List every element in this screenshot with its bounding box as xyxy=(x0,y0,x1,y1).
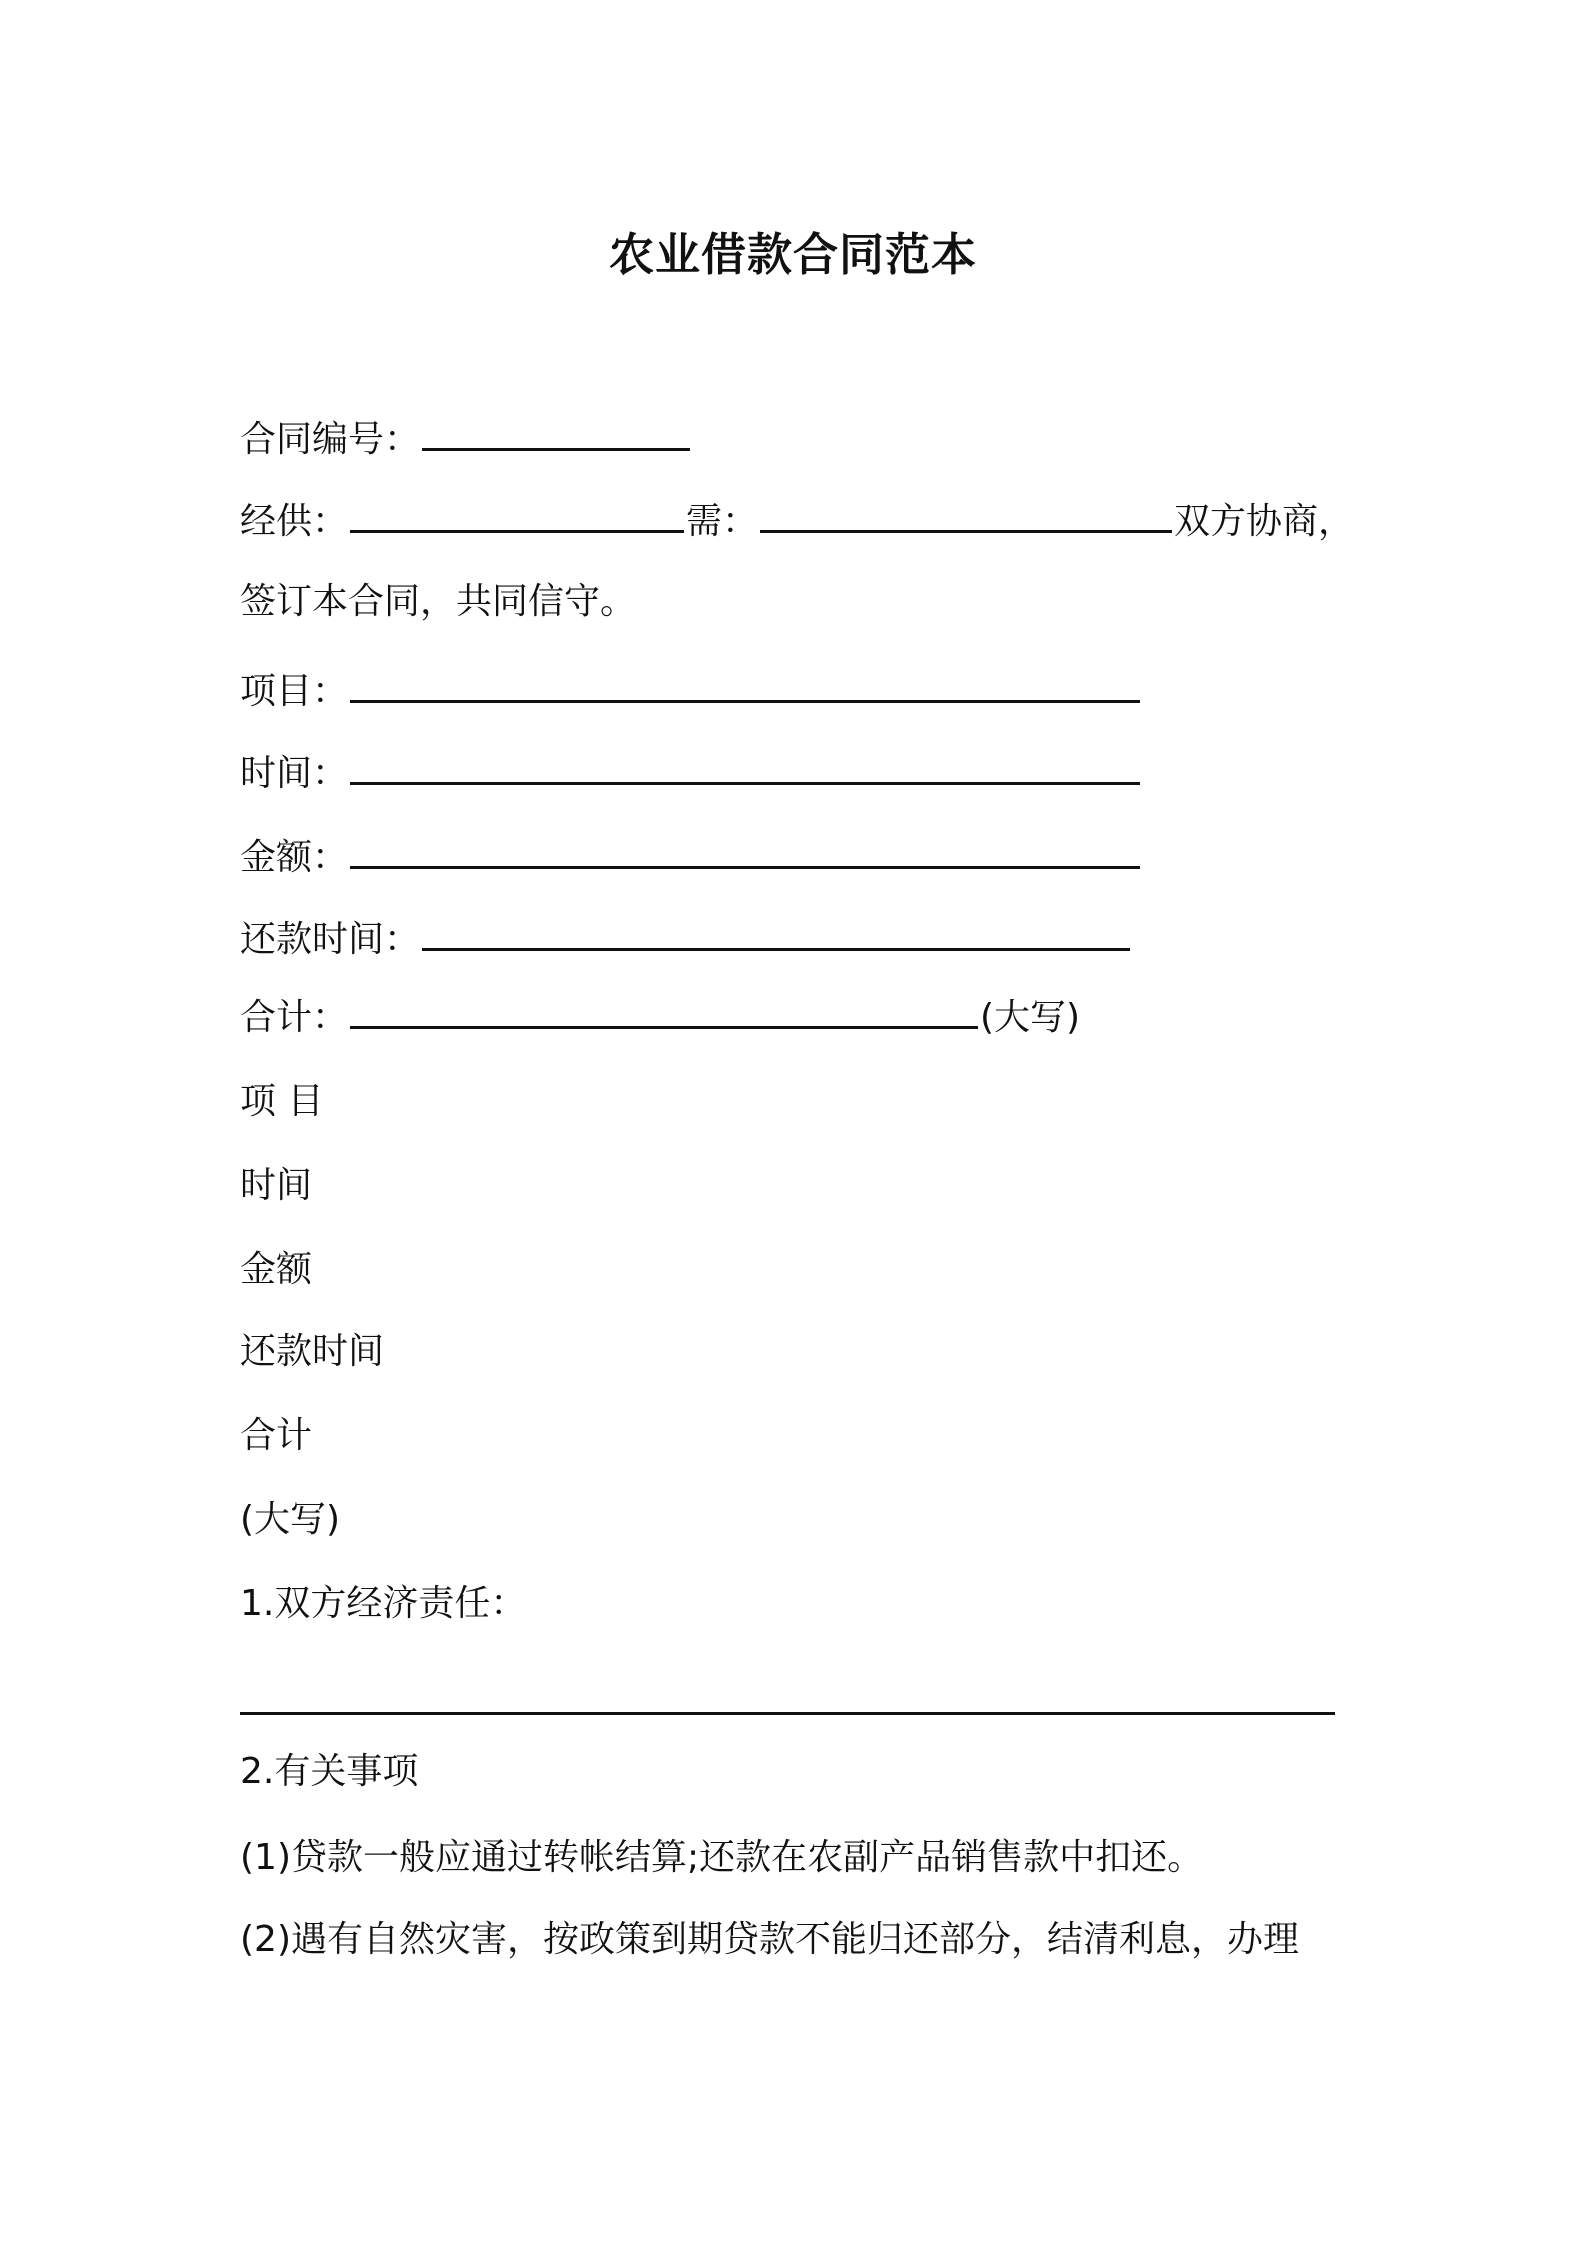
total-suffix: (大写) xyxy=(980,997,1081,1038)
item-blank[interactable] xyxy=(350,664,1140,703)
amount-field-line xyxy=(240,830,1142,884)
table-label-repay-time: 还款时间 xyxy=(240,1331,385,1372)
parties-line-continued: 签订本合同，共同信守。 xyxy=(240,581,637,622)
economic-responsibility-blank[interactable] xyxy=(240,1712,1335,1715)
item-label: 项目： xyxy=(240,671,349,712)
clause-2: (2)遇有自然灾害，按政策到期贷款不能归还部分，结清利息，办理 xyxy=(240,1919,1299,1960)
table-label-item: 项 目 xyxy=(240,1081,324,1122)
repay-time-blank[interactable] xyxy=(422,912,1130,951)
total-label: 合计： xyxy=(240,997,349,1038)
item-field-line xyxy=(240,664,1142,718)
table-label-capital: (大写) xyxy=(240,1499,341,1540)
contract-number-line xyxy=(240,412,692,466)
table-label-total: 合计 xyxy=(240,1415,313,1456)
section2-heading: 2.有关事项 xyxy=(240,1751,419,1792)
time-field-line xyxy=(240,746,1142,800)
amount-blank[interactable] xyxy=(350,830,1140,869)
demand-party-blank[interactable] xyxy=(760,494,1172,533)
time-label: 时间： xyxy=(240,753,349,794)
table-label-amount: 金额 xyxy=(240,1249,313,1290)
section1-heading: 1.双方经济责任： xyxy=(240,1583,527,1624)
total-field-line xyxy=(240,990,1080,1044)
contract-number-blank[interactable] xyxy=(422,412,690,451)
time-blank[interactable] xyxy=(350,746,1140,785)
parties-line xyxy=(240,494,1354,548)
clause-1: (1)贷款一般应通过转帐结算;还款在农副产品销售款中扣还。 xyxy=(240,1837,1204,1878)
contract-number-label: 合同编号： xyxy=(240,419,421,460)
repay-time-field-line xyxy=(240,912,1132,966)
total-blank[interactable] xyxy=(350,990,978,1029)
parties-tail-text: 双方协商， xyxy=(1174,501,1355,542)
repay-time-label: 还款时间： xyxy=(240,919,421,960)
supply-party-blank[interactable] xyxy=(350,494,684,533)
amount-label: 金额： xyxy=(240,837,349,878)
document-title: 农业借款合同范本 xyxy=(608,228,977,281)
table-label-time: 时间 xyxy=(240,1165,313,1206)
supply-label: 经供： xyxy=(240,501,349,542)
demand-label: 需： xyxy=(686,501,759,542)
